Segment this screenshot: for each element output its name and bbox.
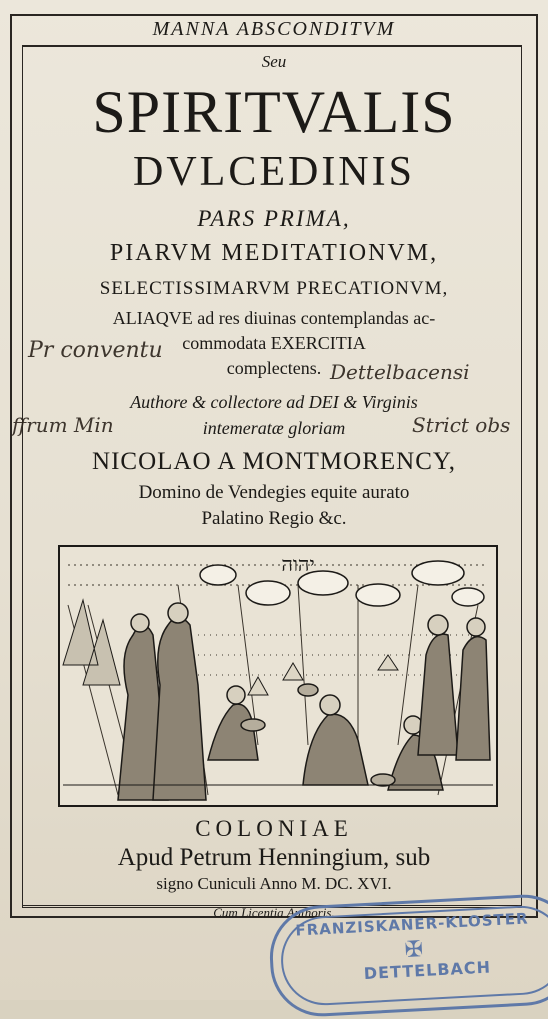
subtitle-selectissimarum: SELECTISSIMARVM PRECATIONVM, xyxy=(99,278,449,299)
subtitle-aliaque: ALIAQVE ad res diuinas contemplandas ac- xyxy=(112,308,436,328)
seu-label: Seu xyxy=(261,52,287,71)
author-line: Authore & collectore ad DEI & Virginis xyxy=(130,392,418,412)
subtitle-piarum: PIARVM MEDITATIONVM, xyxy=(109,240,439,266)
stamp-line-1: FRANZISKANER-KLOSTER xyxy=(295,909,529,940)
imprint-printer: Apud Petrum Henningium, sub xyxy=(117,844,431,871)
author-name: NICOLAO A MONTMORENCY, xyxy=(92,448,456,475)
imprint-city: COLONIAE xyxy=(195,816,353,841)
author-title-2: Palatino Regio &c. xyxy=(201,508,347,529)
main-title-line1: SPIRITVALIS xyxy=(92,79,456,145)
author-title: Domino de Vendegies equite aurato xyxy=(138,482,410,503)
header-title: MANNA ABSCONDITVM xyxy=(152,18,396,40)
cross-icon: ✠ xyxy=(404,937,424,963)
header-rule xyxy=(22,45,522,46)
subtitle-commodata: commodata EXERCITIA xyxy=(182,333,366,353)
stamp-line-2: DETTELBACH xyxy=(363,957,492,984)
divine-name-label: יהוה xyxy=(281,552,315,576)
pars-prima: PARS PRIMA, xyxy=(197,206,351,231)
license-note: Cum Licentia Authoris. xyxy=(213,905,335,920)
woodcut-illustration xyxy=(58,545,498,807)
subtitle-complectens: complectens. xyxy=(226,358,322,378)
main-title-line2: DVLCEDINIS xyxy=(133,149,415,195)
manuscript-note-strict: Strict obs xyxy=(412,413,511,437)
intemerata-line: intemeratæ gloriam xyxy=(202,418,346,438)
manuscript-note-fratrum: ffrum Min xyxy=(12,413,114,437)
manuscript-note-right: Dettelbacensi xyxy=(330,360,470,384)
manuscript-note-left: Pr conventu xyxy=(28,338,163,363)
imprint-date: signo Cuniculi Anno M. DC. XVI. xyxy=(156,874,392,893)
